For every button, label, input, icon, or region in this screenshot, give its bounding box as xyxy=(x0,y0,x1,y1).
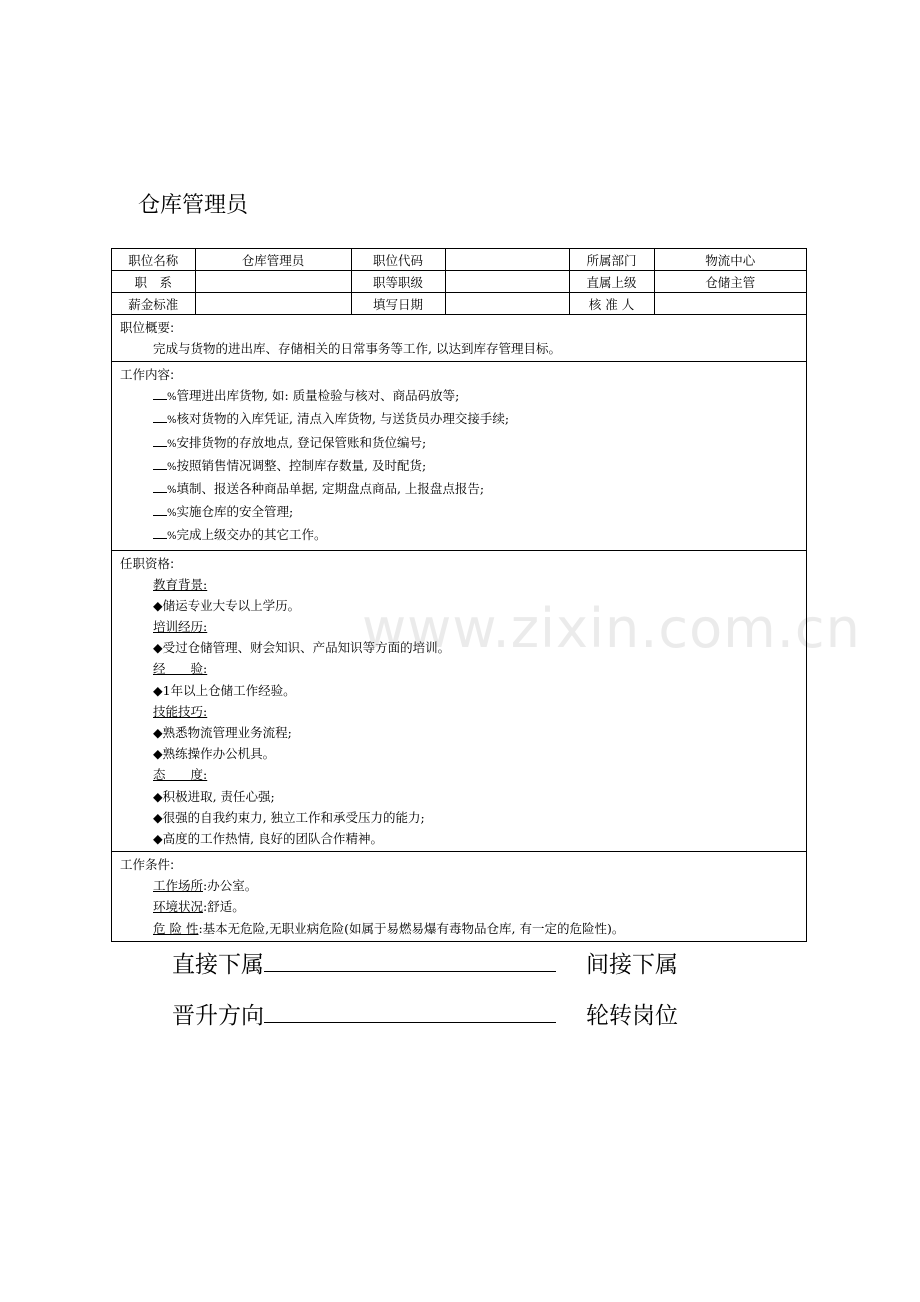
duty-text: 安排货物的存放地点, 登记保管账和货位编号; xyxy=(176,434,427,450)
label-supervisor: 直属上级 xyxy=(569,271,654,293)
duty-item xyxy=(120,524,798,547)
value-job-family xyxy=(195,271,351,293)
conditions-title: 工作条件: xyxy=(120,857,175,873)
duties-list xyxy=(120,385,798,547)
info-row xyxy=(112,293,806,315)
attitude-label: 态 度: xyxy=(153,767,208,783)
value-grade xyxy=(445,271,569,293)
duty-item xyxy=(120,385,798,408)
environment-label: 环境状况 xyxy=(153,899,204,915)
promotion-label: 晋升方向 xyxy=(172,1003,264,1029)
training-text: ◆受过仓储管理、财会知识、产品知识等方面的培训。 xyxy=(153,640,451,656)
label-salary: 薪金标准 xyxy=(112,293,195,315)
attitude-item: ◆高度的工作热情, 良好的团队合作精神。 xyxy=(153,831,384,847)
watermark: www.zixin.com.cn xyxy=(362,597,861,660)
percentage-blank xyxy=(153,503,167,516)
promotion-line xyxy=(264,1000,556,1023)
workplace-value: :办公室。 xyxy=(203,878,258,894)
label-fill-date: 填写日期 xyxy=(351,293,445,315)
label-job-family: 职 系 xyxy=(112,271,195,293)
environment-line xyxy=(120,896,798,917)
duty-item xyxy=(120,478,798,501)
risk-line xyxy=(120,918,798,939)
duty-text: 填制、报送各种商品单据, 定期盘点商品, 上报盘点报告; xyxy=(176,481,485,497)
education-text: ◆储运专业大专以上学历。 xyxy=(153,597,301,613)
conditions-section xyxy=(112,851,806,941)
environment-value: :舒适。 xyxy=(203,899,245,915)
qualifications-title: 任职资格: xyxy=(120,555,175,571)
percent-sign: % xyxy=(167,392,177,404)
label-approver: 核 准 人 xyxy=(569,293,654,315)
workplace-line xyxy=(120,875,798,896)
duty-item xyxy=(120,408,798,431)
value-supervisor: 仓储主管 xyxy=(654,271,806,293)
direct-subordinates-line xyxy=(264,949,556,972)
overview-section xyxy=(112,315,806,361)
percentage-blank xyxy=(153,410,167,423)
duties-section xyxy=(112,361,806,549)
risk-value: :基本无危险,无职业病危险(如属于易燃易爆有毒物品仓库, 有一定的危险性)。 xyxy=(198,920,625,936)
percent-sign: % xyxy=(167,531,177,543)
overview-text: 完成与货物的进出库、存储相关的日常事务等工作, 以达到库存管理目标。 xyxy=(153,341,561,356)
value-approver xyxy=(654,293,806,315)
percentage-blank xyxy=(153,480,167,493)
value-department: 物流中心 xyxy=(654,249,806,271)
indirect-subordinates-label: 间接下属 xyxy=(586,952,678,978)
qualifications-section xyxy=(112,550,806,852)
label-position-code: 职位代码 xyxy=(351,249,445,271)
label-department: 所属部门 xyxy=(569,249,654,271)
label-position-name: 职位名称 xyxy=(112,249,195,271)
risk-label: 危 险 性 xyxy=(153,920,199,936)
skills-item: ◆熟练操作办公机具。 xyxy=(153,746,276,762)
value-fill-date xyxy=(445,293,569,315)
attitude-item: ◆很强的自我约束力, 独立工作和承受压力的能力; xyxy=(153,809,425,825)
info-table xyxy=(112,249,806,315)
skills-item: ◆熟悉物流管理业务流程; xyxy=(153,725,292,741)
direct-subordinates-label: 直接下属 xyxy=(172,952,264,978)
duty-text: 管理进出库货物, 如: 质量检验与核对、商品码放等; xyxy=(176,388,460,404)
duty-text: 核对货物的入库凭证, 清点入库货物, 与送货员办理交接手续; xyxy=(176,411,510,427)
job-description-sheet xyxy=(111,248,807,942)
experience-label: 经 验: xyxy=(153,661,208,677)
training-label: 培训经历: xyxy=(153,619,208,635)
info-row xyxy=(112,271,806,293)
duty-item xyxy=(120,501,798,524)
label-grade: 职等职级 xyxy=(351,271,445,293)
duty-item xyxy=(120,455,798,478)
value-position-code xyxy=(445,249,569,271)
education-label: 教育背景: xyxy=(153,576,208,592)
duty-text: 按照销售情况调整、控制库存数量, 及时配货; xyxy=(176,457,427,473)
duties-title: 工作内容: xyxy=(120,367,175,383)
experience-text: ◆1年以上仓储工作经验。 xyxy=(153,682,296,698)
rotation-label: 轮转岗位 xyxy=(586,1003,678,1029)
duty-text: 实施仓库的安全管理; xyxy=(176,504,294,520)
info-row xyxy=(112,249,806,271)
page-title: 仓库管理员 xyxy=(138,193,249,218)
percent-sign: % xyxy=(167,415,177,427)
overview-title: 职位概要: xyxy=(120,320,175,335)
percentage-blank xyxy=(153,526,167,539)
percent-sign: % xyxy=(167,508,177,520)
workplace-label: 工作场所 xyxy=(153,878,204,894)
duty-item xyxy=(120,432,798,455)
percent-sign: % xyxy=(167,438,177,450)
duty-text: 完成上级交办的其它工作。 xyxy=(176,527,327,543)
percent-sign: % xyxy=(167,461,177,473)
skills-label: 技能技巧: xyxy=(153,703,208,719)
percentage-blank xyxy=(153,387,167,400)
percentage-blank xyxy=(153,457,167,470)
value-position-name: 仓库管理员 xyxy=(195,249,351,271)
percentage-blank xyxy=(153,434,167,447)
value-salary xyxy=(195,293,351,315)
percent-sign: % xyxy=(167,485,177,497)
attitude-item: ◆积极进取, 责任心强; xyxy=(153,788,275,804)
